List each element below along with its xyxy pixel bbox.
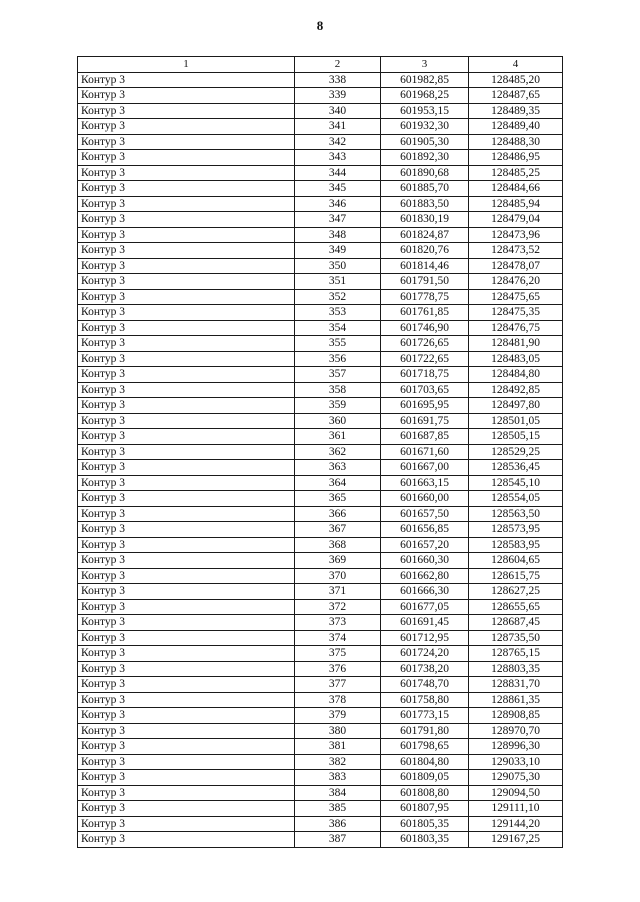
table-row (78, 770, 563, 786)
x-coordinate-cell: 601807,95 (381, 801, 469, 817)
contour-name-cell: Контур 3 (78, 429, 295, 445)
point-number-cell: 365 (295, 491, 381, 507)
y-coordinate-cell: 128479,04 (469, 212, 563, 228)
contour-name-cell: Контур 3 (78, 537, 295, 553)
contour-name-cell: Контур 3 (78, 72, 295, 88)
y-coordinate-cell: 128908,85 (469, 708, 563, 724)
x-coordinate-cell: 601657,50 (381, 506, 469, 522)
table-row (78, 522, 563, 538)
point-number-cell: 368 (295, 537, 381, 553)
contour-name-cell: Контур 3 (78, 119, 295, 135)
header-cell-4: 4 (469, 57, 563, 73)
y-coordinate-cell: 128475,65 (469, 289, 563, 305)
coordinates-table (77, 56, 563, 848)
contour-name-cell: Контур 3 (78, 258, 295, 274)
x-coordinate-cell: 601746,90 (381, 320, 469, 336)
y-coordinate-cell: 128483,05 (469, 351, 563, 367)
point-number-cell: 367 (295, 522, 381, 538)
contour-name-cell: Контур 3 (78, 708, 295, 724)
table-row (78, 243, 563, 259)
point-number-cell: 342 (295, 134, 381, 150)
x-coordinate-cell: 601761,85 (381, 305, 469, 321)
x-coordinate-cell: 601905,30 (381, 134, 469, 150)
x-coordinate-cell: 601791,80 (381, 723, 469, 739)
contour-name-cell: Контур 3 (78, 584, 295, 600)
point-number-cell: 340 (295, 103, 381, 119)
point-number-cell: 346 (295, 196, 381, 212)
point-number-cell: 345 (295, 181, 381, 197)
y-coordinate-cell: 128604,65 (469, 553, 563, 569)
contour-name-cell: Контур 3 (78, 770, 295, 786)
point-number-cell: 363 (295, 460, 381, 476)
contour-name-cell: Контур 3 (78, 243, 295, 259)
table-row (78, 119, 563, 135)
x-coordinate-cell: 601712,95 (381, 630, 469, 646)
table-row (78, 723, 563, 739)
y-coordinate-cell: 128485,20 (469, 72, 563, 88)
header-cell-2: 2 (295, 57, 381, 73)
contour-name-cell: Контур 3 (78, 88, 295, 104)
y-coordinate-cell: 128735,50 (469, 630, 563, 646)
x-coordinate-cell: 601773,15 (381, 708, 469, 724)
contour-name-cell: Контур 3 (78, 103, 295, 119)
contour-name-cell: Контур 3 (78, 460, 295, 476)
point-number-cell: 366 (295, 506, 381, 522)
table-row (78, 584, 563, 600)
point-number-cell: 354 (295, 320, 381, 336)
y-coordinate-cell: 128492,85 (469, 382, 563, 398)
page-number: 8 (316, 18, 324, 33)
table-row (78, 305, 563, 321)
y-coordinate-cell: 128545,10 (469, 475, 563, 491)
x-coordinate-cell: 601808,80 (381, 785, 469, 801)
contour-name-cell: Контур 3 (78, 599, 295, 615)
contour-name-cell: Контур 3 (78, 832, 295, 848)
x-coordinate-cell: 601820,76 (381, 243, 469, 259)
table-row (78, 739, 563, 755)
x-coordinate-cell: 601814,46 (381, 258, 469, 274)
contour-name-cell: Контур 3 (78, 227, 295, 243)
table-row (78, 816, 563, 832)
point-number-cell: 344 (295, 165, 381, 181)
x-coordinate-cell: 601722,65 (381, 351, 469, 367)
y-coordinate-cell: 128536,45 (469, 460, 563, 476)
contour-name-cell: Контур 3 (78, 475, 295, 491)
table-row (78, 506, 563, 522)
contour-name-cell: Контур 3 (78, 289, 295, 305)
y-coordinate-cell: 129033,10 (469, 754, 563, 770)
y-coordinate-cell: 129167,25 (469, 832, 563, 848)
table-row (78, 553, 563, 569)
y-coordinate-cell: 128473,96 (469, 227, 563, 243)
table-row (78, 150, 563, 166)
x-coordinate-cell: 601932,30 (381, 119, 469, 135)
x-coordinate-cell: 601758,80 (381, 692, 469, 708)
y-coordinate-cell: 128861,35 (469, 692, 563, 708)
y-coordinate-cell: 128481,90 (469, 336, 563, 352)
y-coordinate-cell: 128475,35 (469, 305, 563, 321)
table-row (78, 289, 563, 305)
contour-name-cell: Контур 3 (78, 212, 295, 228)
point-number-cell: 356 (295, 351, 381, 367)
point-number-cell: 372 (295, 599, 381, 615)
y-coordinate-cell: 128484,80 (469, 367, 563, 383)
contour-name-cell: Контур 3 (78, 150, 295, 166)
point-number-cell: 362 (295, 444, 381, 460)
contour-name-cell: Контур 3 (78, 739, 295, 755)
x-coordinate-cell: 601883,50 (381, 196, 469, 212)
table-body (78, 72, 563, 847)
table-row (78, 398, 563, 414)
point-number-cell: 376 (295, 661, 381, 677)
point-number-cell: 355 (295, 336, 381, 352)
table-row (78, 475, 563, 491)
contour-name-cell: Контур 3 (78, 677, 295, 693)
point-number-cell: 353 (295, 305, 381, 321)
x-coordinate-cell: 601892,30 (381, 150, 469, 166)
x-coordinate-cell: 601695,95 (381, 398, 469, 414)
table-row (78, 134, 563, 150)
table-row (78, 196, 563, 212)
table-row (78, 832, 563, 848)
point-number-cell: 347 (295, 212, 381, 228)
point-number-cell: 382 (295, 754, 381, 770)
x-coordinate-cell: 601691,45 (381, 615, 469, 631)
table-row (78, 599, 563, 615)
point-number-cell: 385 (295, 801, 381, 817)
point-number-cell: 361 (295, 429, 381, 445)
y-coordinate-cell: 128484,66 (469, 181, 563, 197)
contour-name-cell: Контур 3 (78, 506, 295, 522)
x-coordinate-cell: 601687,85 (381, 429, 469, 445)
y-coordinate-cell: 128476,20 (469, 274, 563, 290)
y-coordinate-cell: 128765,15 (469, 646, 563, 662)
contour-name-cell: Контур 3 (78, 522, 295, 538)
table-row (78, 429, 563, 445)
table-header (78, 57, 563, 73)
x-coordinate-cell: 601662,80 (381, 568, 469, 584)
y-coordinate-cell: 128803,35 (469, 661, 563, 677)
x-coordinate-cell: 601726,65 (381, 336, 469, 352)
contour-name-cell: Контур 3 (78, 196, 295, 212)
contour-name-cell: Контур 3 (78, 351, 295, 367)
contour-name-cell: Контур 3 (78, 801, 295, 817)
table-row (78, 274, 563, 290)
x-coordinate-cell: 601663,15 (381, 475, 469, 491)
x-coordinate-cell: 601656,85 (381, 522, 469, 538)
contour-name-cell: Контур 3 (78, 785, 295, 801)
x-coordinate-cell: 601671,60 (381, 444, 469, 460)
table-row (78, 491, 563, 507)
point-number-cell: 352 (295, 289, 381, 305)
x-coordinate-cell: 601968,25 (381, 88, 469, 104)
table-row (78, 336, 563, 352)
table-row (78, 801, 563, 817)
contour-name-cell: Контур 3 (78, 692, 295, 708)
table-row (78, 677, 563, 693)
y-coordinate-cell: 128473,52 (469, 243, 563, 259)
table-row (78, 537, 563, 553)
point-number-cell: 380 (295, 723, 381, 739)
contour-name-cell: Контур 3 (78, 723, 295, 739)
point-number-cell: 369 (295, 553, 381, 569)
y-coordinate-cell: 129075,30 (469, 770, 563, 786)
x-coordinate-cell: 601660,30 (381, 553, 469, 569)
point-number-cell: 359 (295, 398, 381, 414)
point-number-cell: 360 (295, 413, 381, 429)
point-number-cell: 386 (295, 816, 381, 832)
y-coordinate-cell: 128554,05 (469, 491, 563, 507)
point-number-cell: 374 (295, 630, 381, 646)
table-row (78, 72, 563, 88)
y-coordinate-cell: 128497,80 (469, 398, 563, 414)
x-coordinate-cell: 601791,50 (381, 274, 469, 290)
point-number-cell: 358 (295, 382, 381, 398)
contour-name-cell: Контур 3 (78, 274, 295, 290)
x-coordinate-cell: 601666,30 (381, 584, 469, 600)
y-coordinate-cell: 128487,65 (469, 88, 563, 104)
x-coordinate-cell: 601677,05 (381, 599, 469, 615)
contour-name-cell: Контур 3 (78, 646, 295, 662)
point-number-cell: 384 (295, 785, 381, 801)
y-coordinate-cell: 128970,70 (469, 723, 563, 739)
table-row (78, 320, 563, 336)
y-coordinate-cell: 128486,95 (469, 150, 563, 166)
y-coordinate-cell: 128489,35 (469, 103, 563, 119)
x-coordinate-cell: 601804,80 (381, 754, 469, 770)
y-coordinate-cell: 128501,05 (469, 413, 563, 429)
y-coordinate-cell: 128478,07 (469, 258, 563, 274)
y-coordinate-cell: 129094,50 (469, 785, 563, 801)
header-cell-1: 1 (78, 57, 295, 73)
contour-name-cell: Контур 3 (78, 615, 295, 631)
header-row (78, 57, 563, 73)
point-number-cell: 350 (295, 258, 381, 274)
y-coordinate-cell: 128615,75 (469, 568, 563, 584)
x-coordinate-cell: 601803,35 (381, 832, 469, 848)
y-coordinate-cell: 128476,75 (469, 320, 563, 336)
point-number-cell: 339 (295, 88, 381, 104)
contour-name-cell: Контур 3 (78, 181, 295, 197)
header-cell-3: 3 (381, 57, 469, 73)
x-coordinate-cell: 601830,19 (381, 212, 469, 228)
point-number-cell: 343 (295, 150, 381, 166)
point-number-cell: 349 (295, 243, 381, 259)
x-coordinate-cell: 601809,05 (381, 770, 469, 786)
table-row (78, 382, 563, 398)
point-number-cell: 348 (295, 227, 381, 243)
point-number-cell: 377 (295, 677, 381, 693)
contour-name-cell: Контур 3 (78, 568, 295, 584)
x-coordinate-cell: 601982,85 (381, 72, 469, 88)
contour-name-cell: Контур 3 (78, 491, 295, 507)
table-row (78, 227, 563, 243)
point-number-cell: 357 (295, 367, 381, 383)
point-number-cell: 370 (295, 568, 381, 584)
table-row (78, 708, 563, 724)
table-row (78, 646, 563, 662)
y-coordinate-cell: 128488,30 (469, 134, 563, 150)
point-number-cell: 371 (295, 584, 381, 600)
point-number-cell: 381 (295, 739, 381, 755)
x-coordinate-cell: 601953,15 (381, 103, 469, 119)
y-coordinate-cell: 128655,65 (469, 599, 563, 615)
point-number-cell: 364 (295, 475, 381, 491)
contour-name-cell: Контур 3 (78, 367, 295, 383)
table-row (78, 630, 563, 646)
point-number-cell: 375 (295, 646, 381, 662)
contour-name-cell: Контур 3 (78, 553, 295, 569)
y-coordinate-cell: 128505,15 (469, 429, 563, 445)
point-number-cell: 387 (295, 832, 381, 848)
point-number-cell: 338 (295, 72, 381, 88)
point-number-cell: 378 (295, 692, 381, 708)
contour-name-cell: Контур 3 (78, 661, 295, 677)
x-coordinate-cell: 601798,65 (381, 739, 469, 755)
table-row (78, 692, 563, 708)
y-coordinate-cell: 128489,40 (469, 119, 563, 135)
x-coordinate-cell: 601667,00 (381, 460, 469, 476)
point-number-cell: 351 (295, 274, 381, 290)
x-coordinate-cell: 601805,35 (381, 816, 469, 832)
table-row (78, 754, 563, 770)
table-row (78, 367, 563, 383)
x-coordinate-cell: 601691,75 (381, 413, 469, 429)
y-coordinate-cell: 128485,25 (469, 165, 563, 181)
table-row (78, 88, 563, 104)
point-number-cell: 379 (295, 708, 381, 724)
table-row (78, 413, 563, 429)
table-row (78, 785, 563, 801)
table-row (78, 165, 563, 181)
contour-name-cell: Контур 3 (78, 413, 295, 429)
y-coordinate-cell: 128573,95 (469, 522, 563, 538)
y-coordinate-cell: 128996,30 (469, 739, 563, 755)
y-coordinate-cell: 129111,10 (469, 801, 563, 817)
y-coordinate-cell: 128529,25 (469, 444, 563, 460)
table-row (78, 351, 563, 367)
point-number-cell: 383 (295, 770, 381, 786)
table-row (78, 212, 563, 228)
contour-name-cell: Контур 3 (78, 754, 295, 770)
contour-name-cell: Контур 3 (78, 816, 295, 832)
x-coordinate-cell: 601885,70 (381, 181, 469, 197)
y-coordinate-cell: 129144,20 (469, 816, 563, 832)
y-coordinate-cell: 128687,45 (469, 615, 563, 631)
contour-name-cell: Контур 3 (78, 444, 295, 460)
table-row (78, 615, 563, 631)
y-coordinate-cell: 128583,95 (469, 537, 563, 553)
x-coordinate-cell: 601738,20 (381, 661, 469, 677)
x-coordinate-cell: 601890,68 (381, 165, 469, 181)
table-row (78, 181, 563, 197)
x-coordinate-cell: 601657,20 (381, 537, 469, 553)
table-row (78, 444, 563, 460)
x-coordinate-cell: 601778,75 (381, 289, 469, 305)
point-number-cell: 373 (295, 615, 381, 631)
contour-name-cell: Контур 3 (78, 398, 295, 414)
contour-name-cell: Контур 3 (78, 630, 295, 646)
y-coordinate-cell: 128563,50 (469, 506, 563, 522)
point-number-cell: 341 (295, 119, 381, 135)
x-coordinate-cell: 601824,87 (381, 227, 469, 243)
y-coordinate-cell: 128831,70 (469, 677, 563, 693)
x-coordinate-cell: 601724,20 (381, 646, 469, 662)
table-row (78, 661, 563, 677)
contour-name-cell: Контур 3 (78, 134, 295, 150)
x-coordinate-cell: 601660,00 (381, 491, 469, 507)
x-coordinate-cell: 601718,75 (381, 367, 469, 383)
table-row (78, 258, 563, 274)
table-row (78, 103, 563, 119)
x-coordinate-cell: 601748,70 (381, 677, 469, 693)
contour-name-cell: Контур 3 (78, 382, 295, 398)
table-row (78, 460, 563, 476)
contour-name-cell: Контур 3 (78, 320, 295, 336)
contour-name-cell: Контур 3 (78, 165, 295, 181)
contour-name-cell: Контур 3 (78, 336, 295, 352)
x-coordinate-cell: 601703,65 (381, 382, 469, 398)
table-row (78, 568, 563, 584)
contour-name-cell: Контур 3 (78, 305, 295, 321)
y-coordinate-cell: 128627,25 (469, 584, 563, 600)
y-coordinate-cell: 128485,94 (469, 196, 563, 212)
